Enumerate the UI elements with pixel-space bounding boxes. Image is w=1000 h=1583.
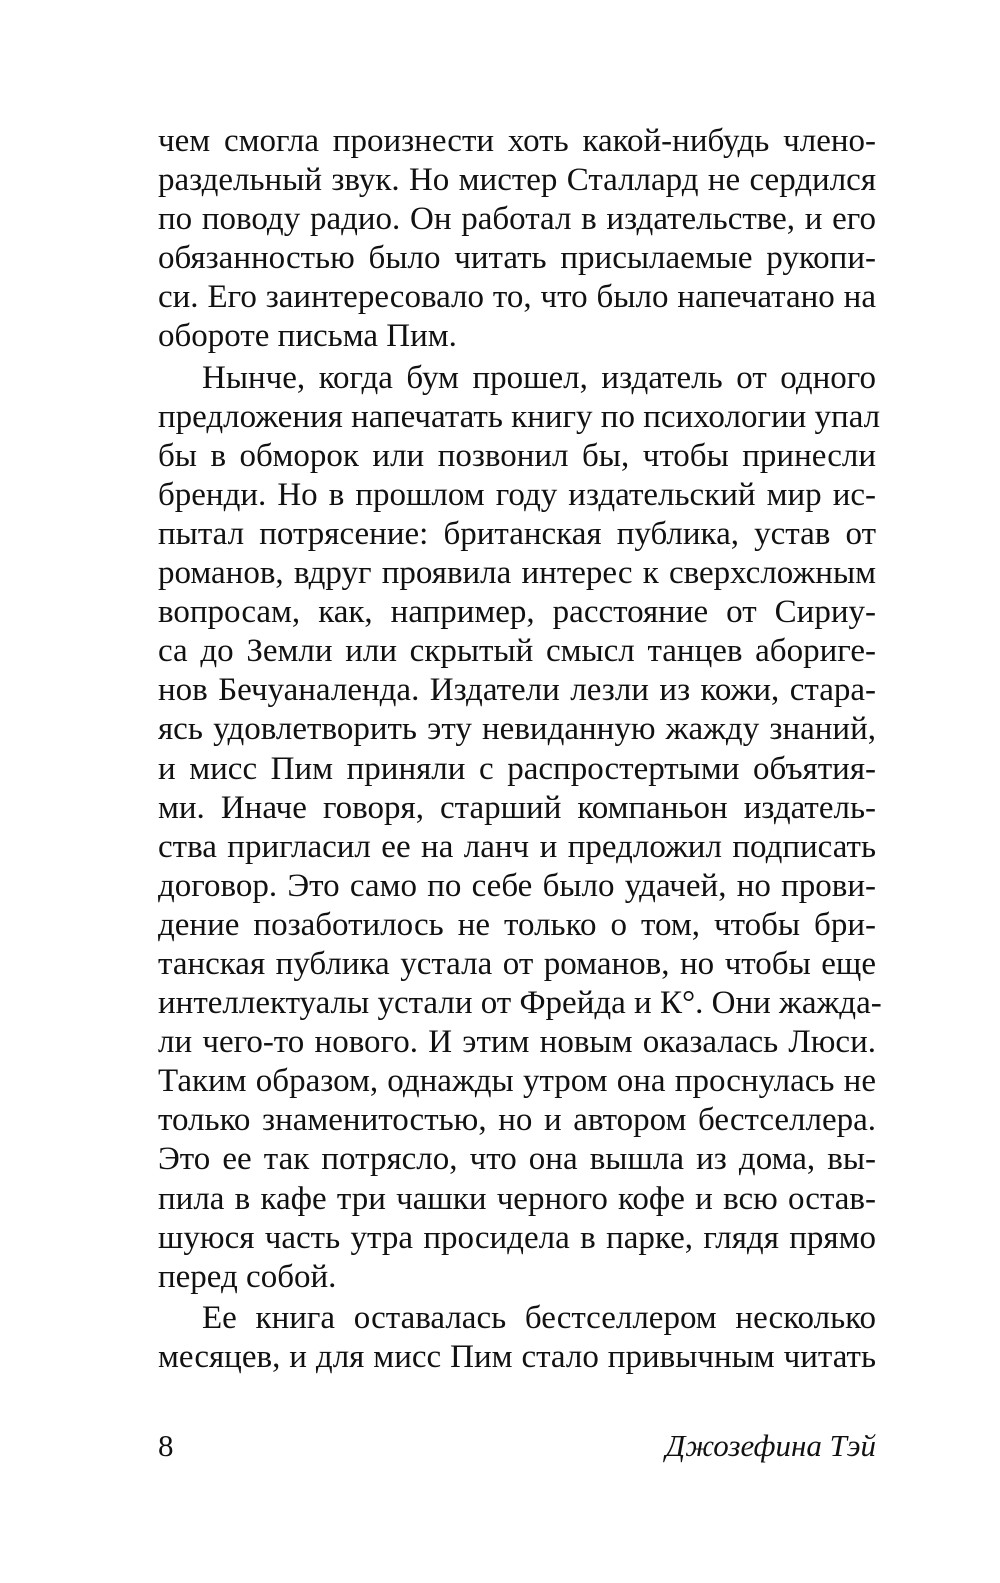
text-line: ясь удовлетворить эту невиданную жажду знаний, [158, 711, 876, 748]
text-line: са до Земли или скрытый смысл танцев абориге- [158, 633, 876, 670]
paragraph [158, 122, 876, 357]
text-line: романов, вдруг проявила интерес к сверхсложным [158, 555, 876, 592]
text-line: ли чего-то нового. И этим новым оказалась Люси. [158, 1024, 876, 1061]
text-line: вопросам, как, например, расстояние от Сириу- [158, 594, 876, 631]
text-line: по поводу радио. Он работал в издательстве, и его [158, 201, 876, 238]
text-line: ства пригласил ее на ланч и предложил подписать [158, 828, 876, 865]
text-line: ми. Иначе говоря, старший компаньон издатель- [158, 789, 876, 826]
text-line: бренди. Но в прошлом году издательский мир ис- [158, 476, 876, 513]
running-footer-author: Джозефина Тэй [665, 1428, 876, 1463]
text-line: интеллектуалы устали от Фрейда и К°. Они жажда- [158, 985, 882, 1022]
page-footer [158, 1426, 876, 1466]
text-line: чем смогла произнести хоть какой-нибудь члено- [158, 123, 876, 159]
text-line: Ее книга оставалась бестселлером несколько [202, 1299, 876, 1336]
page-number: 8 [158, 1428, 174, 1463]
text-line: и мисс Пим приняли с распростертыми объятия- [158, 750, 876, 787]
text-line: пила в кафе три чашки черного кофе и всю остав- [158, 1180, 876, 1217]
text-line: си. Его заинтересовало то, что было напечатано на [158, 279, 876, 316]
paragraph [158, 1299, 876, 1377]
text-line: танская публика устала от романов, но чтобы еще [158, 945, 876, 982]
text-line: Таким образом, однажды утром она проснулась не [158, 1063, 876, 1100]
text-line: бы в обморок или позвонил бы, чтобы принесли [158, 437, 876, 474]
paragraph [158, 359, 882, 1297]
text-line: перед собой. [158, 1258, 337, 1295]
text-line: только знаменитостью, но и автором бестселлера. [158, 1102, 876, 1139]
text-line: дение позаботилось не только о том, чтобы бри- [158, 906, 876, 943]
text-line: обороте письма Пим. [158, 318, 457, 355]
text-line: Нынче, когда бум прошел, издатель от одного [202, 359, 876, 396]
text-line: Это ее так потрясло, что она вышла из дома, вы- [158, 1141, 876, 1178]
text-line: предложения напечатать книгу по психологии упал [158, 398, 881, 435]
text-line: шуюся часть утра просидела в парке, глядя прямо [158, 1219, 876, 1256]
text-line: месяцев, и для мисс Пим стало привычным читать [158, 1338, 876, 1375]
text-line: нов Бечуаналенда. Издатели лезли из кожи, стара- [158, 672, 876, 709]
text-line: договор. Это само по себе было удачей, но прови- [158, 867, 876, 904]
body-text [158, 122, 882, 1377]
text-line: пытал потрясение: британская публика, устав от [158, 515, 876, 552]
text-line: раздельный звук. Но мистер Сталлард не сердился [158, 162, 876, 199]
text-line: обязанностью было читать присылаемые рукопи- [158, 240, 876, 277]
